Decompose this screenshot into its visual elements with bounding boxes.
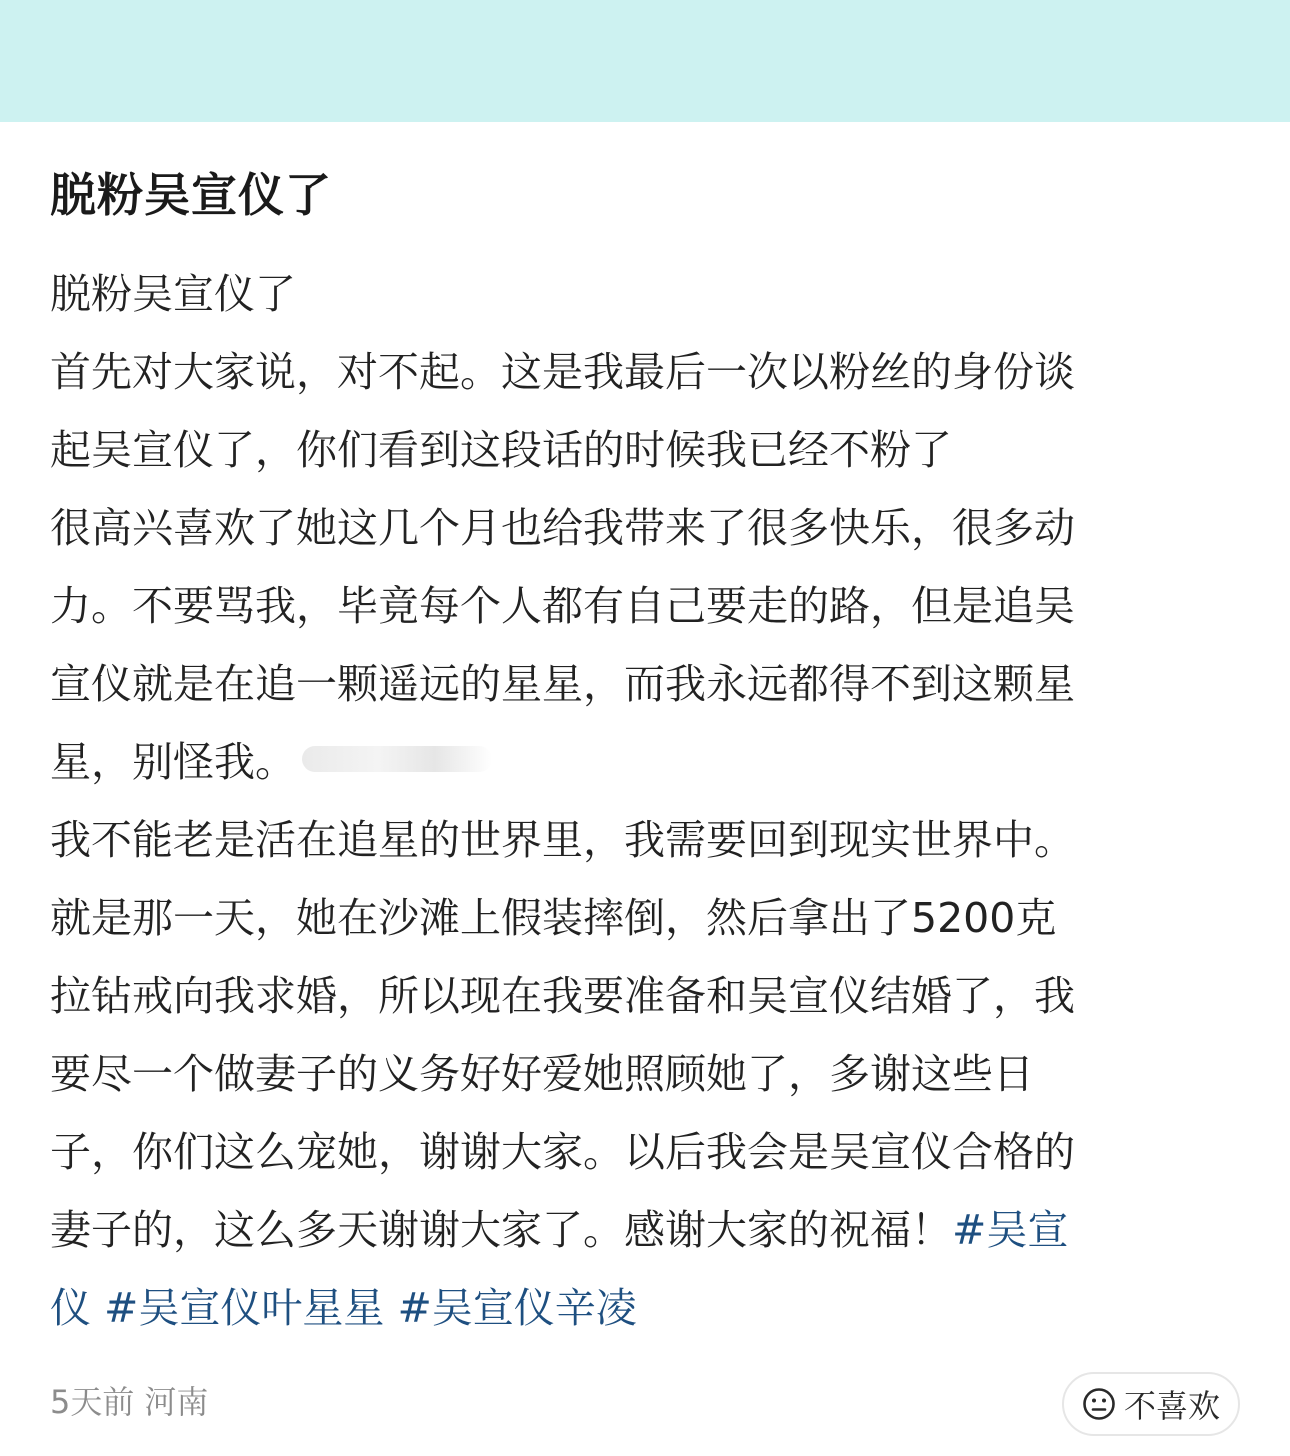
dislike-button[interactable] — [1062, 1372, 1240, 1436]
body-line: 我不能老是活在追星的世界里，我需要回到现实世界中。 — [50, 816, 1075, 864]
body-line-text: 星，别怪我。 — [50, 738, 296, 786]
post-location: 河南 — [144, 1383, 209, 1421]
body-line-text: 宣仪就是在追一颗遥远的星星，而我永远都得不到这颗星 — [50, 660, 1075, 708]
body-line: 就是那一天，她在沙滩上假装摔倒，然后拿出了5200克 — [50, 894, 1057, 942]
hashtag-link[interactable]: #吴宣仪叶星星 — [104, 1284, 385, 1332]
body-line — [50, 723, 1245, 801]
body-line — [50, 1191, 1245, 1269]
body-line: 很高兴喜欢了她这几个月也给我带来了很多快乐，很多动 — [50, 504, 1075, 552]
body-line-text: 妻子的，这么多天谢谢大家了。感谢大家的祝福！ — [50, 1206, 952, 1254]
dislike-label: 不喜欢 — [1123, 1387, 1220, 1425]
body-line: 要尽一个做妻子的义务好好爱她照顾她了，多谢这些日 — [50, 1050, 1034, 1098]
hashtag-line — [50, 1269, 1245, 1347]
hashtag-link[interactable]: #吴宣仪辛凌 — [397, 1284, 637, 1332]
body-line: 拉钻戒向我求婚，所以现在我要准备和吴宣仪结婚了，我 — [50, 972, 1075, 1020]
body-line: 脱粉吴宣仪了 — [50, 270, 296, 318]
hashtag-link[interactable]: #吴宣 — [952, 1206, 1069, 1254]
post-time: 5天前 — [50, 1383, 135, 1421]
body-line: 子，你们这么宠她，谢谢大家。以后我会是吴宣仪合格的 — [50, 1128, 1075, 1176]
post-meta — [50, 1380, 208, 1424]
neutral-face-icon — [1082, 1387, 1116, 1421]
body-line-with-redaction — [50, 645, 1245, 723]
body-line: 起吴宣仪了，你们看到这段话的时候我已经不粉了 — [50, 426, 952, 474]
hashtag-link[interactable]: 仪 — [50, 1284, 91, 1332]
post-body — [50, 255, 1245, 1347]
body-line: 力。不要骂我，毕竟每个人都有自己要走的路，但是追吴 — [50, 582, 1075, 630]
post-title: 脱粉吴宣仪了 — [50, 168, 332, 222]
body-line: 首先对大家说，对不起。这是我最后一次以粉丝的身份谈 — [50, 348, 1075, 396]
blurred-text-redaction — [302, 746, 492, 772]
top-banner — [0, 0, 1290, 122]
